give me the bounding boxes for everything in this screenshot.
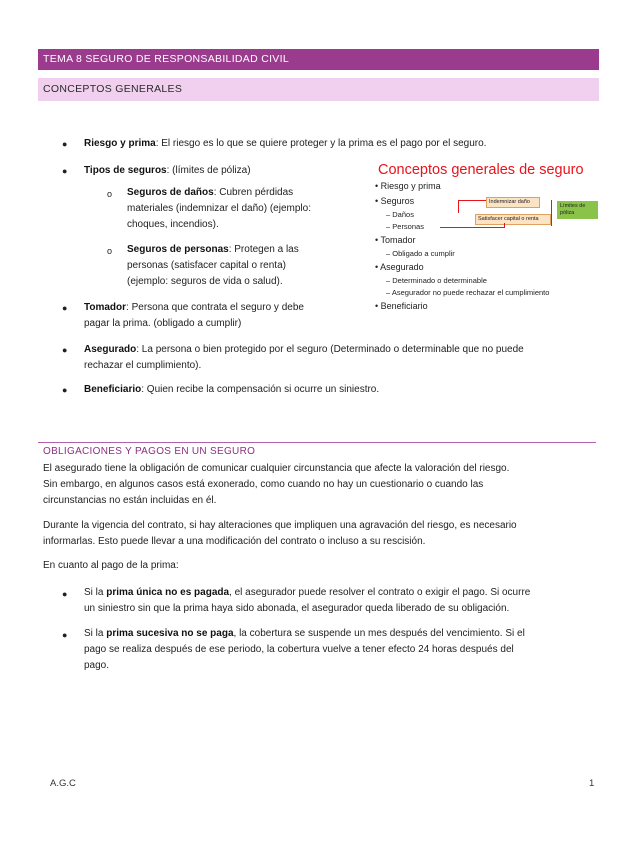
concept-personas: Seguros de personas: Protegen a las personas (satisfacer capital o renta) (ejemplo: seguros de vida o salud). [127, 244, 299, 287]
diagram-subitem: – Obligado a cumplir [386, 249, 455, 258]
concept-beneficiario: Beneficiario: Quien recibe la compensación si ocurre un siniestro. [84, 384, 380, 395]
bullet-icon: ● [62, 385, 68, 395]
diagram-subitem: – Daños [386, 210, 414, 219]
document-title: TEMA 8 SEGURO DE RESPONSABILIDAD CIVIL [38, 49, 599, 70]
diagram-box-personas: Satisfacer capital o renta [475, 214, 551, 225]
diagram-connector [504, 223, 505, 228]
diagram-subitem: – Asegurador no puede rechazar el cumplimiento [386, 288, 550, 297]
paragraph-obligacion: El asegurado tiene la obligación de comunicar cualquier circunstancia que afecte la valoración del riesgo. Sin embargo, en algunos casos está exonerado, como cuando no hay un cuestionario o cuando las circunstancias no están incluidas en él. [43, 463, 510, 506]
section-heading-conceptos: CONCEPTOS GENERALES [38, 78, 599, 101]
paragraph-pago-prima: En cuanto al pago de la prima: [43, 560, 179, 571]
paragraph-vigencia: Durante la vigencia del contrato, si hay alteraciones que impliquen una agravación del riesgo, es necesario informarlas. Esto puede llevar a una modificación del contrato o incluso a su rescisión. [43, 520, 517, 547]
bullet-prima-unica: Si la prima única no es pagada, el asegurador puede resolver el contrato o exigir el pago. Si ocurre un siniestro sin que la prima haya sido abonada, el asegurador queda liberado de su obligación. [84, 587, 531, 614]
diagram-item: • Seguros [375, 196, 415, 206]
bullet-prima-sucesiva: Si la prima sucesiva no se paga, la cobertura se suspende un mes después del vencimiento. Si el pago se realiza después de ese periodo, la cobertura vuelve a tener efecto 24 horas después del pago. [84, 628, 525, 671]
diagram-item: • Riesgo y prima [375, 181, 441, 191]
diagram-item: • Tomador [375, 235, 416, 245]
diagram-item: • Beneficiario [375, 301, 428, 311]
concept-asegurado: Asegurado: La persona o bien protegido por el seguro (Determinado o determinable que no puede rechazar el cumplimiento). [84, 344, 524, 371]
diagram-title: Conceptos generales de seguro [378, 162, 584, 178]
bullet-icon: ● [62, 345, 68, 355]
concept-tomador: Tomador: Persona que contrata el seguro y debe pagar la prima. (obligado a cumplir) [84, 302, 304, 329]
concept-riesgo: Riesgo y prima: El riesgo es lo que se quiere proteger y la prima es el pago por el seguro. [84, 138, 487, 149]
diagram-connector [551, 200, 552, 226]
diagram-connector [440, 227, 504, 228]
concept-danos: Seguros de daños: Cubren pérdidas materiales (indemnizar el daño) (ejemplo: choques, incendios). [127, 187, 311, 230]
diagram-item: • Asegurado [375, 262, 424, 272]
bullet-icon: ● [62, 303, 68, 313]
footer-page-number: 1 [589, 778, 595, 789]
diagram-box-limites: Límites de póliza [557, 201, 598, 219]
diagram-subitem: – Personas [386, 222, 424, 231]
bullet-icon: ● [62, 630, 68, 640]
bullet-icon: ● [62, 139, 68, 149]
diagram-box-danos: Indemnizar daño [486, 197, 540, 208]
diagram-connector [458, 200, 459, 213]
sub-bullet-icon: o [107, 189, 113, 199]
footer-author: A.G.C [50, 778, 76, 789]
bullet-icon: ● [62, 166, 68, 176]
section-divider [38, 442, 596, 443]
concepts-diagram [370, 160, 610, 320]
diagram-subitem: – Determinado o determinable [386, 276, 487, 285]
section-heading-obligaciones: OBLIGACIONES Y PAGOS EN UN SEGURO [43, 446, 256, 457]
concept-tipos: Tipos de seguros: (límites de póliza) [84, 165, 251, 176]
diagram-connector [458, 200, 486, 201]
bullet-icon: ● [62, 589, 68, 599]
sub-bullet-icon: o [107, 246, 113, 256]
